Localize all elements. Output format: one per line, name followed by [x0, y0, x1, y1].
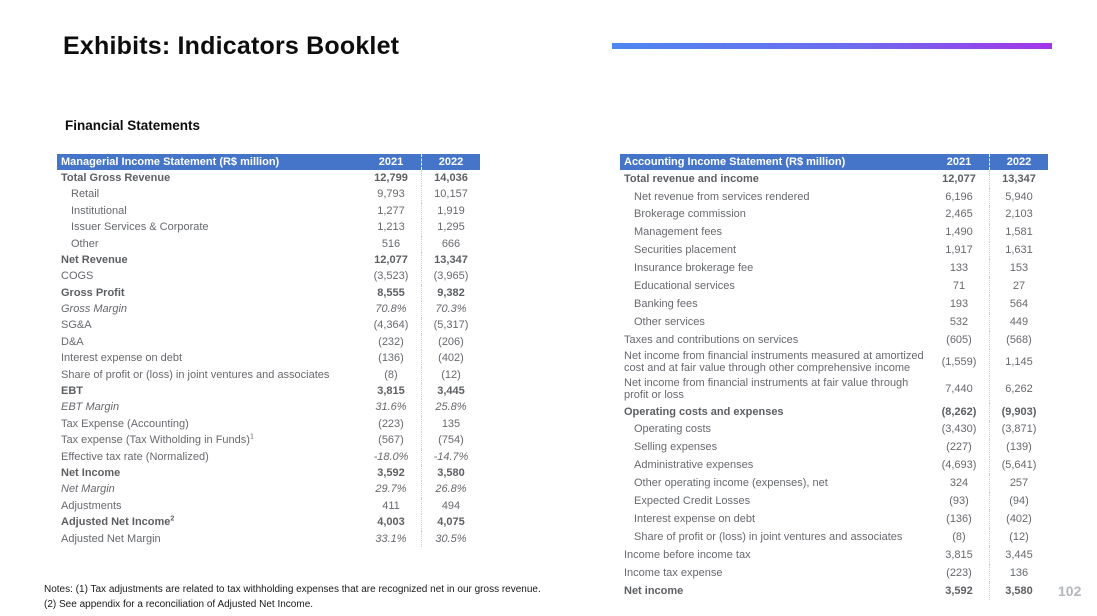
value-2021: 3,815: [945, 548, 973, 561]
row-label: Issuer Services & Corporate: [71, 221, 209, 234]
value-2022: 135: [421, 416, 480, 432]
row-label: Administrative expenses: [634, 459, 754, 472]
row-label: Institutional: [71, 204, 127, 217]
row-label: Adjusted Net Income$^2$: [61, 515, 175, 529]
value-2021: 1,213: [377, 221, 405, 234]
table-row: [57, 449, 480, 465]
value-2021: (567): [378, 434, 404, 447]
value-2022: 136: [989, 564, 1048, 582]
footnote-1: Notes: (1) Tax adjustments are related to tax withholding expenses that are recognized net in our gross revenue.: [44, 584, 541, 595]
row-label: Income before income tax: [624, 548, 751, 561]
value-2022: 5,940: [989, 188, 1048, 206]
row-label: COGS: [61, 270, 94, 283]
row-label: Interest expense on debt: [634, 512, 756, 525]
value-2022: (206): [421, 334, 480, 350]
accent-gradient-bar: [612, 43, 1052, 49]
row-label: Gross Margin: [61, 303, 128, 316]
value-2021: 12,077: [374, 253, 408, 266]
table-row: [57, 367, 480, 383]
value-2022: 4,075: [421, 514, 480, 530]
value-2021: 31.6%: [375, 401, 407, 414]
row-label: SG&A: [61, 319, 92, 332]
value-2021: (223): [946, 566, 972, 579]
row-label: Adjustments: [61, 499, 122, 512]
value-2022: 2,103: [989, 206, 1048, 224]
row-label: Other operating income (expenses), net: [634, 477, 828, 490]
value-2021: 4,003: [377, 516, 405, 529]
row-label: Retail: [71, 188, 100, 201]
value-2022: 1,145: [989, 349, 1048, 376]
value-2022: 70.3%: [421, 301, 480, 317]
row-label: Gross Profit: [61, 286, 125, 299]
value-2022: 25.8%: [421, 399, 480, 415]
table-row: [57, 514, 480, 530]
table-row: [57, 531, 480, 547]
table-row: [620, 170, 1048, 188]
column-header-2022: 2022: [989, 154, 1048, 170]
value-2021: (8,262): [941, 405, 977, 418]
table-row: [620, 242, 1048, 260]
value-2022: (402): [989, 510, 1048, 528]
table-row: [57, 334, 480, 350]
table-row: [620, 259, 1048, 277]
table-row: [620, 331, 1048, 349]
value-2022: (5,317): [421, 318, 480, 334]
value-2022: 30.5%: [421, 531, 480, 547]
table-title: Accounting Income Statement (R$ million): [624, 155, 846, 168]
table-row: [620, 564, 1048, 582]
value-2021: (232): [378, 335, 404, 348]
row-label: Other services: [634, 315, 705, 328]
table-row: [57, 170, 480, 186]
table-header: [620, 154, 1048, 170]
table-title: Managerial Income Statement (R$ million): [61, 155, 280, 168]
table-row: [620, 457, 1048, 475]
value-2022: 10,157: [421, 186, 480, 202]
section-title: Financial Statements: [65, 118, 201, 133]
value-2022: (3,965): [421, 268, 480, 284]
row-label: Net income from financial instruments at fair value through profit or loss: [624, 376, 909, 402]
value-2021: 8,555: [377, 286, 405, 299]
row-label: Share of profit or (loss) in joint ventures and associates: [634, 530, 903, 543]
value-2021: 12,799: [374, 171, 408, 184]
value-2021: (227): [946, 441, 972, 454]
row-label: Selling expenses: [634, 441, 718, 454]
value-2021: 12,077: [942, 172, 976, 185]
value-2021: 3,592: [377, 466, 405, 479]
value-2021: 3,815: [377, 385, 405, 398]
table-row: [57, 399, 480, 415]
value-2021: -18.0%: [373, 450, 409, 463]
value-2021: (8): [384, 368, 398, 381]
table-header: [57, 154, 480, 170]
value-2022: 3,580: [421, 465, 480, 481]
value-2021: (136): [378, 352, 404, 365]
table-row: [620, 277, 1048, 295]
row-label: Banking fees: [634, 297, 698, 310]
value-2022: 564: [989, 295, 1048, 313]
value-2022: (402): [421, 350, 480, 366]
value-2021: (3,523): [373, 270, 409, 283]
value-2022: 666: [421, 236, 480, 252]
table-row: [620, 403, 1048, 421]
table-row: [620, 546, 1048, 564]
table-row: [620, 313, 1048, 331]
table-row: [620, 439, 1048, 457]
table-body: [57, 170, 480, 547]
value-2022: 6,262: [989, 376, 1048, 403]
table-row: [620, 492, 1048, 510]
row-label: Expected Credit Losses: [634, 495, 751, 508]
value-2021: 3,592: [945, 584, 973, 597]
row-label: EBT Margin: [61, 401, 120, 414]
table-row: [620, 349, 1048, 376]
value-2022: -14.7%: [421, 449, 480, 465]
row-label: Adjusted Net Margin: [61, 532, 161, 545]
value-2022: 3,445: [989, 546, 1048, 564]
table-row: [620, 528, 1048, 546]
row-label: Operating costs: [634, 423, 712, 436]
row-label: Interest expense on debt: [61, 352, 183, 365]
value-2021: 70.8%: [375, 303, 407, 316]
value-2022: (754): [421, 432, 480, 448]
row-label: Educational services: [634, 280, 735, 293]
table-row: [57, 219, 480, 235]
value-2022: (139): [989, 439, 1048, 457]
value-2021: (4,364): [373, 319, 409, 332]
value-2021: (605): [946, 333, 972, 346]
value-2021: 9,793: [377, 188, 405, 201]
table-row: [57, 481, 480, 497]
value-2021: 532: [949, 315, 969, 328]
row-label: Income tax expense: [624, 566, 723, 579]
managerial-income-statement-table: [57, 154, 480, 547]
table-body: [620, 170, 1048, 600]
table-row: [57, 350, 480, 366]
row-label: Tax expense (Tax Witholding in Funds)$^1$: [61, 433, 254, 447]
column-header-2021: 2021: [946, 155, 972, 168]
column-header-2022: 2022: [421, 154, 480, 170]
value-2022: 9,382: [421, 285, 480, 301]
table-row: [57, 285, 480, 301]
row-label: Total revenue and income: [624, 172, 759, 185]
value-2021: 33.1%: [375, 532, 407, 545]
value-2022: (5,641): [989, 457, 1048, 475]
value-2022: 26.8%: [421, 481, 480, 497]
value-2022: 1,631: [989, 242, 1048, 260]
value-2022: 3,445: [421, 383, 480, 399]
value-2021: 133: [949, 262, 969, 275]
value-2022: 27: [989, 277, 1048, 295]
value-2021: 324: [949, 477, 969, 490]
value-2022: 13,347: [989, 170, 1048, 188]
table-row: [57, 498, 480, 514]
value-2022: 153: [989, 259, 1048, 277]
value-2022: (568): [989, 331, 1048, 349]
value-2022: 449: [989, 313, 1048, 331]
value-2022: 14,036: [421, 170, 480, 186]
row-label: Other: [71, 237, 99, 250]
value-2022: (3,871): [989, 421, 1048, 439]
value-2021: (8): [952, 530, 966, 543]
value-2021: (136): [946, 512, 972, 525]
row-label: Brokerage commission: [634, 208, 746, 221]
value-2022: 1,295: [421, 219, 480, 235]
page-number: 102: [1058, 583, 1082, 599]
row-label: Tax Expense (Accounting): [61, 417, 189, 430]
row-label: Net Margin: [61, 483, 115, 496]
table-row: [620, 295, 1048, 313]
table-row: [57, 236, 480, 252]
value-2021: 29.7%: [375, 483, 407, 496]
row-label: Taxes and contributions on services: [624, 333, 799, 346]
value-2021: (223): [378, 417, 404, 430]
row-label: Effective tax rate (Normalized): [61, 450, 209, 463]
value-2021: 516: [381, 237, 401, 250]
value-2021: 1,917: [945, 244, 973, 257]
row-label: Net revenue from services rendered: [634, 190, 810, 203]
value-2022: (9,903): [989, 403, 1048, 421]
value-2021: (1,559): [941, 356, 977, 369]
row-label: Securities placement: [634, 244, 737, 257]
page-title: Exhibits: Indicators Booklet: [63, 32, 400, 60]
table-row: [57, 186, 480, 202]
table-row: [57, 432, 480, 448]
value-2022: 13,347: [421, 252, 480, 268]
table-row: [57, 383, 480, 399]
footnotes: [44, 583, 541, 612]
row-label: Total Gross Revenue: [61, 171, 171, 184]
value-2022: 494: [421, 498, 480, 514]
table-row: [57, 318, 480, 334]
value-2021: 71: [952, 280, 966, 293]
table-row: [57, 416, 480, 432]
value-2022: (94): [989, 492, 1048, 510]
row-label: Management fees: [634, 226, 723, 239]
value-2022: 1,581: [989, 224, 1048, 242]
value-2022: (12): [989, 528, 1048, 546]
table-row: [57, 465, 480, 481]
value-2021: 1,490: [945, 226, 973, 239]
footnote-2: (2) See appendix for a reconciliation of Adjusted Net Income.: [44, 598, 314, 610]
table-row: [57, 268, 480, 284]
row-label: Net income from financial instruments measured at amortized cost and at fair value through other comprehensive income: [624, 349, 924, 375]
value-2021: (4,693): [941, 459, 977, 472]
table-row: [620, 206, 1048, 224]
table-row: [620, 188, 1048, 206]
table-row: [620, 224, 1048, 242]
table-row: [57, 203, 480, 219]
value-2021: (3,430): [941, 423, 977, 436]
table-row: [620, 474, 1048, 492]
value-2021: 193: [949, 297, 969, 310]
value-2021: 411: [382, 499, 400, 512]
row-label: Net Revenue: [61, 253, 128, 266]
row-label: Share of profit or (loss) in joint ventures and associates: [61, 368, 330, 381]
row-label: Operating costs and expenses: [624, 405, 784, 418]
table-row: [620, 421, 1048, 439]
table-row: [57, 252, 480, 268]
value-2022: 257: [989, 474, 1048, 492]
value-2021: 7,440: [945, 383, 973, 396]
accounting-income-statement-table: [620, 154, 1048, 600]
row-label: EBT: [61, 385, 83, 398]
row-label: D&A: [61, 335, 84, 348]
table-row: [620, 510, 1048, 528]
table-row: [57, 301, 480, 317]
value-2022: 3,580: [989, 582, 1048, 600]
table-row: [620, 376, 1048, 403]
value-2021: (93): [949, 495, 969, 508]
table-row: [620, 582, 1048, 600]
value-2022: 1,919: [421, 203, 480, 219]
row-label: Insurance brokerage fee: [634, 262, 754, 275]
value-2021: 2,465: [945, 208, 973, 221]
value-2021: 1,277: [377, 204, 405, 217]
row-label: Net Income: [61, 466, 121, 479]
row-label: Net income: [624, 584, 684, 597]
column-header-2021: 2021: [378, 155, 404, 168]
value-2021: 6,196: [945, 190, 973, 203]
value-2022: (12): [421, 367, 480, 383]
